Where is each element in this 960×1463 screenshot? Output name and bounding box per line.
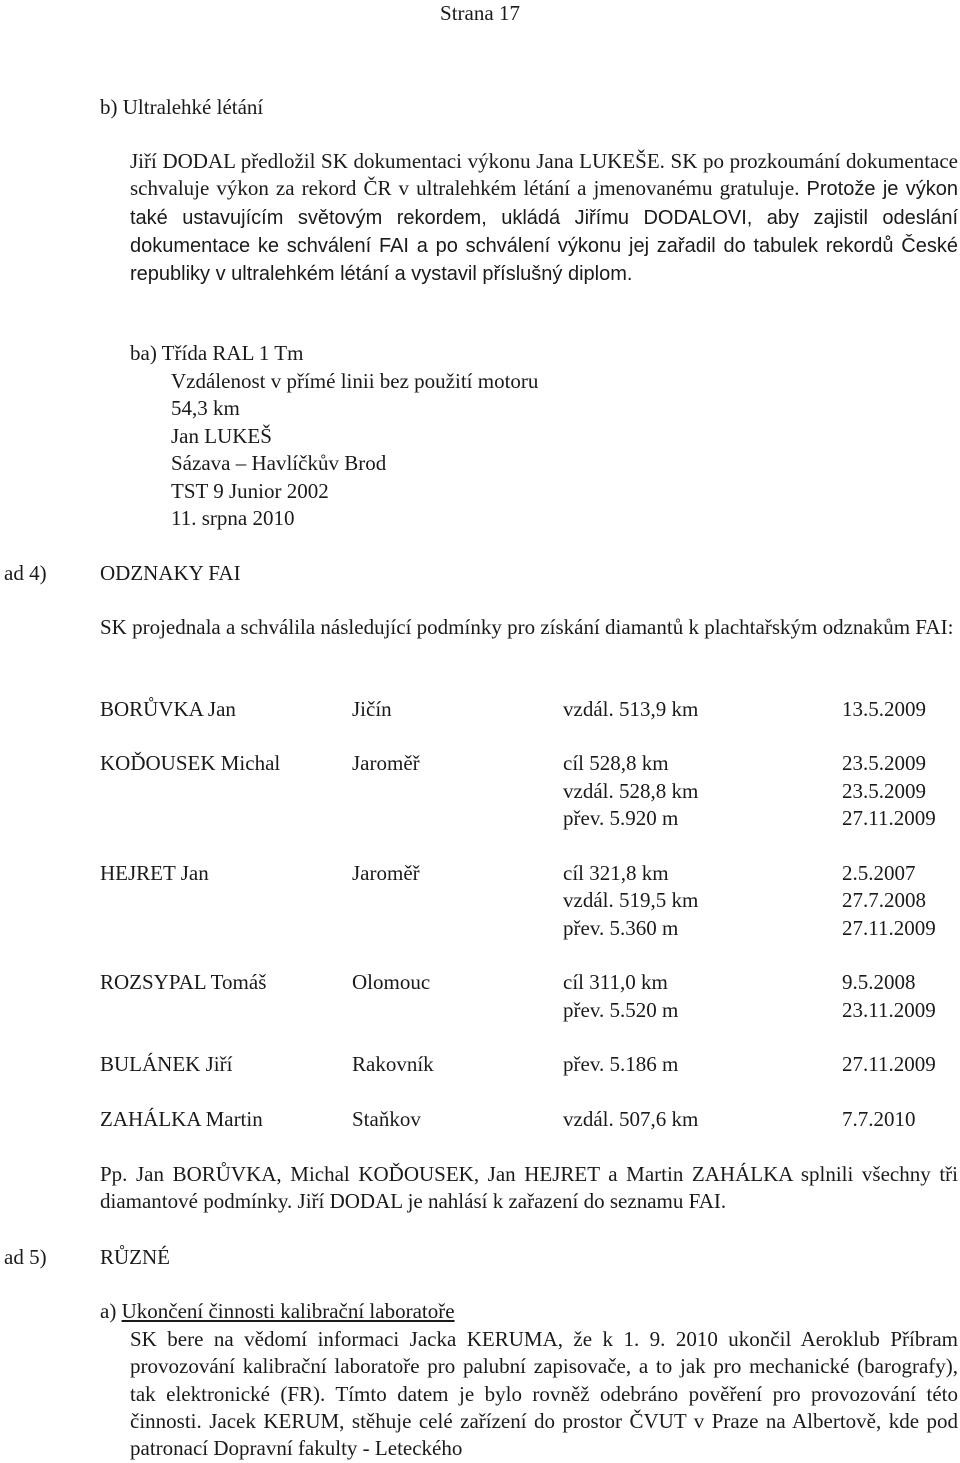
achievement-date: 9.5.2008 — [842, 970, 916, 994]
record-class: ba) Třída RAL 1 Tm — [130, 341, 304, 365]
achievement-date: 27.11.2009 — [842, 1052, 936, 1076]
achievement-date: 27.11.2009 — [842, 806, 936, 830]
pilot-place: Staňkov — [352, 1107, 421, 1131]
pilot-name: HEJRET Jan — [100, 861, 209, 885]
record-date: 11. srpna 2010 — [171, 506, 295, 530]
ad4-title: ODZNAKY FAI — [100, 561, 241, 585]
paragraph-part-1: Jiří DODAL předložil SK dokumentaci výkonu Jana LUKEŠE. SK po prozkoumání dokumentace schvaluje výkon za rekord ČR v ultralehkém létání a jmenovanému gratuluje. — [130, 149, 958, 201]
pilot-place: Jaroměř — [352, 751, 420, 775]
achievement: přev. 5.520 m — [563, 998, 679, 1022]
ad4-intro: SK projednala a schválila následující podmínky pro získání diamantů k plachtařským odznakům FAI: — [100, 615, 954, 639]
pilot-place: Jaroměř — [352, 861, 420, 885]
sub-heading-title: Ukončení činnosti kalibrační laboratoře — [121, 1299, 455, 1323]
pilot-name: ROZSYPAL Tomáš — [100, 970, 267, 994]
record-route: Sázava – Havlíčkův Brod — [171, 451, 387, 475]
pilot-name: BORŮVKA Jan — [100, 697, 236, 721]
achievement: cíl 321,8 km — [563, 861, 669, 885]
achievement-date: 2.5.2007 — [842, 861, 916, 885]
achievement-date: 23.5.2009 — [842, 779, 926, 803]
ad4-note: Pp. Jan BORŮVKA, Michal KOĎOUSEK, Jan HEJRET a Martin ZAHÁLKA splnili všechny tři diamantové podmínky. Jiří DODAL je nahlásí k zařazení do seznamu FAI. — [100, 1162, 958, 1214]
achievement: vzdál. 519,5 km — [563, 888, 699, 912]
ultralight-paragraph — [130, 148, 958, 288]
achievement-date: 7.7.2010 — [842, 1107, 916, 1131]
paragraph-part-2: Protože je výkon také ustavujícím světovým rekordem, ukládá Jiřímu DODALOVI, aby zajistil odeslání dokumentace ke schválení FAI a po schválení výkonu jej zařadil do tabulek rekordů České republiky v ultralehkém létání a vystavil příslušný diplom. — [130, 178, 958, 286]
pilot-place: Rakovník — [352, 1052, 434, 1076]
section-heading-ultralight: b) Ultralehké létání — [100, 95, 264, 119]
record-discipline: Vzdálenost v přímé linii bez použití motoru — [171, 369, 539, 393]
achievement: přev. 5.186 m — [563, 1052, 679, 1076]
page-number: Strana 17 — [440, 1, 520, 25]
pilot-place: Jičín — [352, 697, 392, 721]
achievement: vzdál. 513,9 km — [563, 697, 699, 721]
ad4-number: ad 4) — [4, 561, 47, 585]
record-value: 54,3 km — [171, 396, 240, 420]
achievement-date: 27.11.2009 — [842, 916, 936, 940]
achievement: přev. 5.920 m — [563, 806, 679, 830]
ad5-number: ad 5) — [4, 1245, 47, 1269]
sub-heading-prefix: a) — [100, 1299, 117, 1323]
achievement: cíl 528,8 km — [563, 751, 669, 775]
pilot-name: BULÁNEK Jiří — [100, 1052, 233, 1076]
pilot-name: KOĎOUSEK Michal — [100, 751, 281, 775]
achievement: cíl 311,0 km — [563, 970, 668, 994]
achievement: přev. 5.360 m — [563, 916, 679, 940]
record-pilot: Jan LUKEŠ — [171, 424, 272, 448]
achievement: vzdál. 507,6 km — [563, 1107, 699, 1131]
record-aircraft: TST 9 Junior 2002 — [171, 479, 329, 503]
ad5-sub-heading — [100, 1298, 455, 1325]
achievement-date: 13.5.2009 — [842, 697, 926, 721]
achievement-date: 23.5.2009 — [842, 751, 926, 775]
achievement: vzdál. 528,8 km — [563, 779, 699, 803]
achievement-date: 23.11.2009 — [842, 998, 936, 1022]
pilot-name: ZAHÁLKA Martin — [100, 1107, 263, 1131]
achievement-date: 27.7.2008 — [842, 888, 926, 912]
badge-table — [100, 696, 958, 1146]
ad5-title: RŮZNÉ — [100, 1245, 170, 1269]
pilot-place: Olomouc — [352, 970, 431, 994]
ad5-paragraph: SK bere na vědomí informaci Jacka KERUMA, že k 1. 9. 2010 ukončil Aeroklub Příbram provozování kalibrační laboratoře pro palubní zapisovače, a to jak pro mechanické (barografy), tak elektronické (FR). Tímto datem je bylo rovněž odebráno pověření pro provozování této činnosti. Jacek KERUM, stěhuje celé zařízení do prostor ČVUT v Praze na Albertově, kde pod patronací Dopravní fakulty - Leteckého — [130, 1327, 958, 1461]
